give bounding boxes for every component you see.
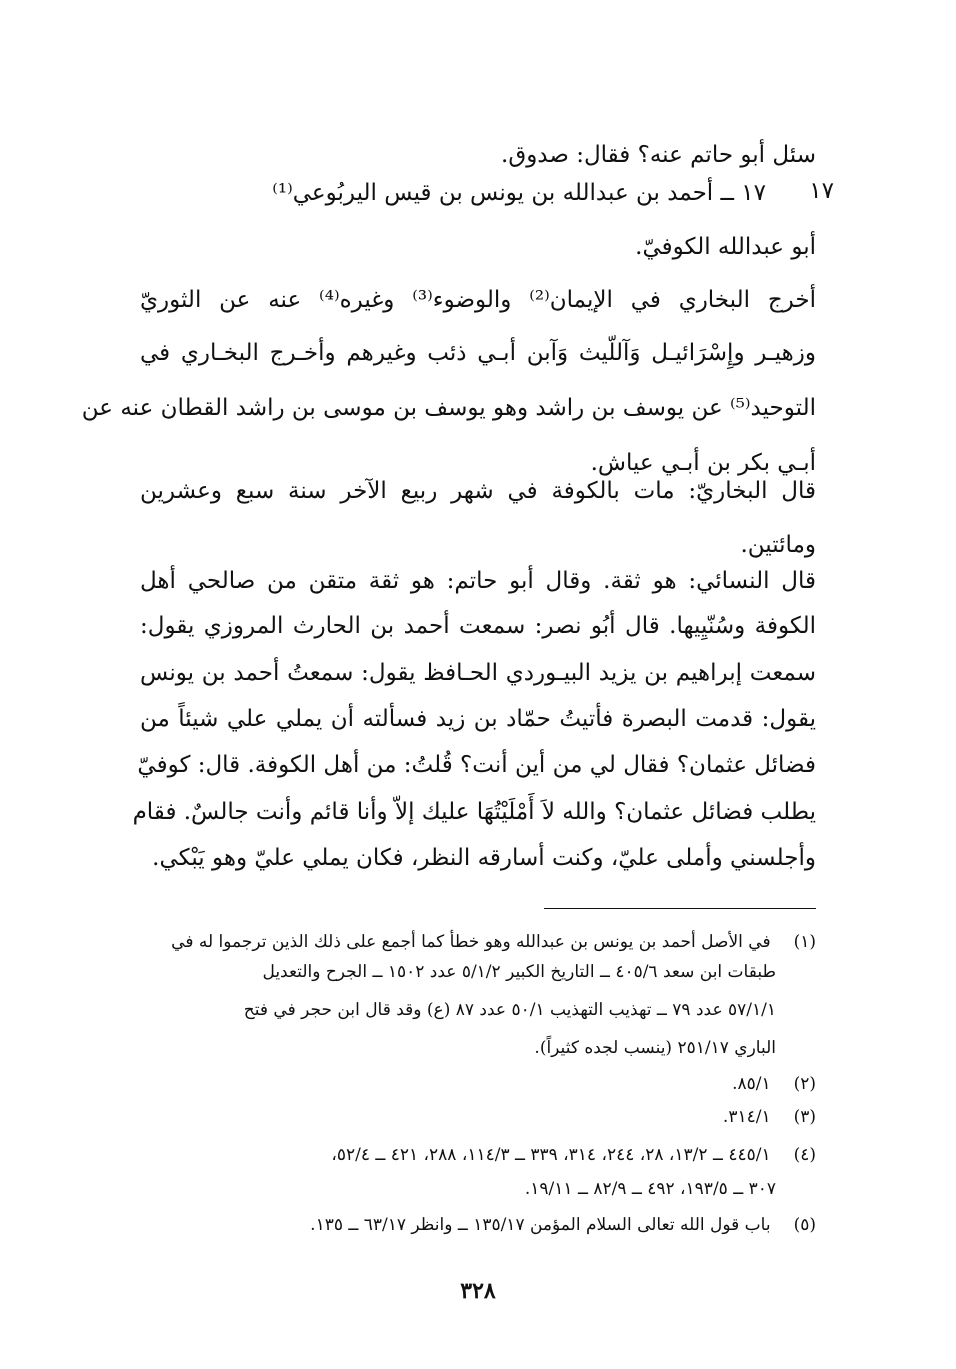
body-line-16: وأجلسني وأملى عليّ، وكنت أسارقه النظر، فكان يملي عليّ وهو يَبْكي. [152, 845, 816, 871]
body-line-6: التوحيد⁽⁵⁾ عن يوسف بن راشد وهو يوسف بن موسى بن راشد القطان عنه عن [81, 395, 816, 421]
body-line-3: أبو عبدالله الكوفيّ. [635, 234, 816, 260]
entry-heading: ١٧ ــ أحمد بن عبدالله بن يونس بن قيس اليربُوعي⁽¹⁾ [272, 180, 766, 206]
body-line-15: يطلب فضائل عثمان؟ والله لاَ أَمْلَيْتُهَا عليك إلاّ وأنا قائم وأنت جالسٌ. فقام [132, 799, 816, 825]
body-line-1: سئل أبو حاتم عنه؟ فقال: صدوق. [501, 142, 816, 168]
body-line-12: سمعت إبراهيم بن يزيد البيـوردي الحـافظ يقول: سمعتُ أحمد بن يونس [140, 660, 816, 686]
footnote-1-line-3: ٥٧/١/١ عدد ٧٩ ــ تهذيب التهذيب ٥٠/١ عدد ٨٧ (ع) وقد قال ابن حجر في فتح [243, 1000, 776, 1020]
footnote-4 [331, 1143, 816, 1167]
footnote-number: (٤) [793, 1145, 816, 1165]
footnote-number: (١) [793, 932, 816, 952]
footnote-3 [723, 1105, 816, 1129]
footnote-text: في الأصل أحمد بن يونس بن عبدالله وهو خطأ كما أجمع على ذلك الذين ترجموا له في [171, 932, 771, 952]
footnote-1 [171, 930, 816, 954]
footnote-1-line-2: طبقات ابن سعد ٤٠٥/٦ ــ التاريخ الكبير ٥/١/٢ عدد ١٥٠٢ ــ الجرح والتعديل [262, 962, 776, 982]
footnote-number: (٥) [793, 1215, 816, 1235]
footnote-text: باب قول الله تعالى السلام المؤمن ١٣٥/١٧ ــ وانظر ٦٣/١٧ ــ ١٣٥. [310, 1215, 771, 1235]
body-line-13: يقول: قدمت البصرة فأتيتُ حمّاد بن زيد فسألته أن يملي علي شيئاً من [140, 706, 816, 732]
body-line-11: الكوفة وسُنّيِيها. قال أبُو نصر: سمعت أحمد بن الحارث المروزي يقول: [140, 613, 816, 639]
footnote-4-line-2: ٣٠٧ ــ ١٩٣/٥، ٤٩٢ ــ ٨٢/٩ ــ ١٩/١١. [524, 1179, 776, 1199]
footnote-text: ٨٥/١. [732, 1074, 771, 1094]
body-line-14: فضائل عثمان؟ فقال لي من أين أنت؟ قُلتُ: من أهل الكوفة. قال: كوفيّ [137, 752, 816, 778]
body-line-8: قال البخاريّ: مات بالكوفة في شهر ربيع الآخر سنة سبع وعشرين [140, 478, 816, 504]
footnote-number: (٣) [793, 1107, 816, 1127]
footnote-5 [310, 1213, 816, 1237]
body-line-9: ومائتين. [740, 532, 816, 558]
footnote-1-line-4: الباري ٢٥١/١٧ (ينسب لجده كثيراً). [534, 1038, 776, 1058]
entry-number: ١٧ [809, 178, 834, 204]
footnote-2 [732, 1072, 816, 1096]
body-line-7: أبـي بكر بن أبـي عياش. [590, 450, 816, 476]
footnote-text: ٣١٤/١. [722, 1107, 771, 1127]
page-number: ٣٢٨ [460, 1278, 496, 1304]
body-line-4: أخرج البخاري في الإيمان⁽²⁾ والوضوء⁽³⁾ وغيره⁽⁴⁾ عنه عن الثوريّ [140, 287, 816, 313]
body-line-5: وزهيـر وإِسْرَائيـل وَآللّيث وَآبن أبـي ذئب وغيرهم وأخـرج البخـاري في [140, 340, 816, 366]
footnote-text: ٤٤٥/١ ــ ١٣/٢، ٢٨، ٢٤٤، ٣١٤، ٣٣٩ ــ ١١٤/٣، ٢٨٨، ٤٢١ ــ ٥٢/٤، [331, 1145, 771, 1165]
body-line-10: قال النسائي: هو ثقة. وقال أبو حاتم: هو ثقة متقن من صالحي أهل [140, 568, 816, 594]
footnote-separator [544, 908, 816, 909]
footnote-number: (٢) [793, 1074, 816, 1094]
